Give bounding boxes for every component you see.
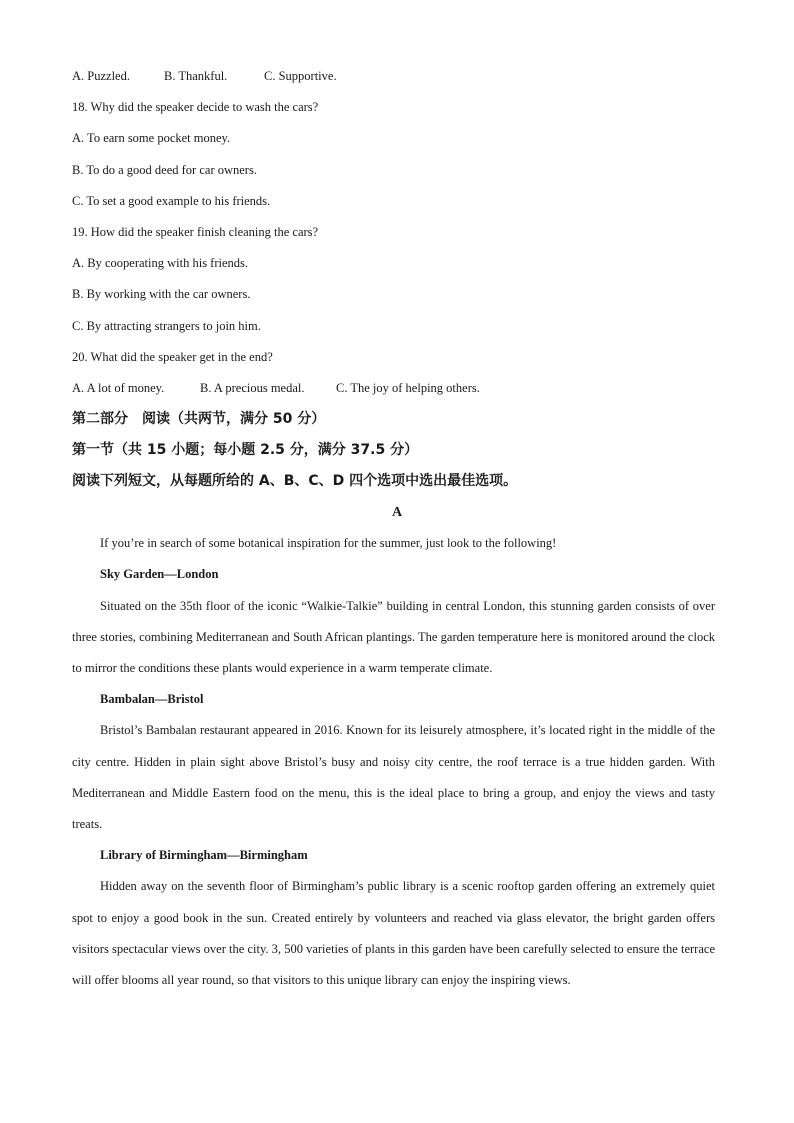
q18-option-b: B. To do a good deed for car owners. <box>72 162 257 177</box>
passage-intro: If you’re in search of some botanical inspiration for the summer, just look to the following! <box>100 536 557 551</box>
garden-title-library: Library of Birmingham—Birmingham <box>100 848 308 863</box>
garden-text-sky-garden: Situated on the 35th floor of the iconic “Walkie-Talkie” building in central London, this stunning garden consists of over three stories, combining Mediterranean and South African plantings. The garden temperature here is monitored around the clock to mirror the conditions these plants would experience in a warm temperate climate. <box>72 598 715 676</box>
q20-option-a: A. A lot of money. <box>72 380 165 395</box>
garden-text-bambalan: Bristol’s Bambalan restaurant appeared in 2016. Known for its leisurely atmosphere, it’s located right in the middle of the city centre. Hidden in plain sight above Bristol’s busy and noisy city centre, the roof terrace is a true hidden garden. With Mediterranean and Middle Eastern food on the menu, this is the ideal place to bring a group, and enjoy the views and tasty treats. <box>72 723 715 832</box>
garden-text-library: Hidden away on the seventh floor of Birmingham’s public library is a scenic rooftop garden offering an extremely quiet spot to enjoy a good book in the sun. Created entirely by volunteers and reached via glass elevator, the bright garden offers visitors spectacular views over the city. 3, 500 varieties of plants in this garden have been carefully selected to ensure the terrace will offer blooms all year round, so that visitors to this unique library can enjoy the inspiring views. <box>72 879 715 988</box>
q17-option-a: A. Puzzled. <box>72 69 130 83</box>
q19-question: 19. How did the speaker finish cleaning the cars? <box>72 224 319 239</box>
passage-label: A <box>391 504 403 520</box>
q17-option-c: C. Supportive. <box>264 69 337 83</box>
q18-option-a: A. To earn some pocket money. <box>72 131 231 146</box>
q18-question: 18. Why did the speaker decide to wash the cars? <box>72 100 319 115</box>
exam-page <box>72 66 722 996</box>
q20-options <box>72 378 722 398</box>
section-title: 第一节（共 15 小题；每小题 2.5 分，满分 37.5 分） <box>72 442 419 459</box>
garden-title-bambalan: Bambalan—Bristol <box>100 692 204 707</box>
q20-question: 20. What did the speaker get in the end? <box>72 349 273 364</box>
q20-option-b: B. A precious medal. <box>200 380 305 395</box>
q18-option-c: C. To set a good example to his friends. <box>72 193 271 208</box>
q17-option-b: B. Thankful. <box>164 69 228 83</box>
instruction: 阅读下列短文，从每题所给的 A、B、C、D 四个选项中选出最佳选项。 <box>72 473 518 490</box>
q19-option-b: B. By working with the car owners. <box>72 287 251 302</box>
part-title: 第二部分 阅读（共两节，满分 50 分） <box>72 411 326 428</box>
q20-option-c: C. The joy of helping others. <box>336 380 480 395</box>
q17-options <box>72 66 722 86</box>
passage-body <box>72 528 722 996</box>
q19-option-a: A. By cooperating with his friends. <box>72 256 249 271</box>
q19-option-c: C. By attracting strangers to join him. <box>72 318 261 333</box>
garden-title-sky-garden: Sky Garden—London <box>100 567 219 582</box>
